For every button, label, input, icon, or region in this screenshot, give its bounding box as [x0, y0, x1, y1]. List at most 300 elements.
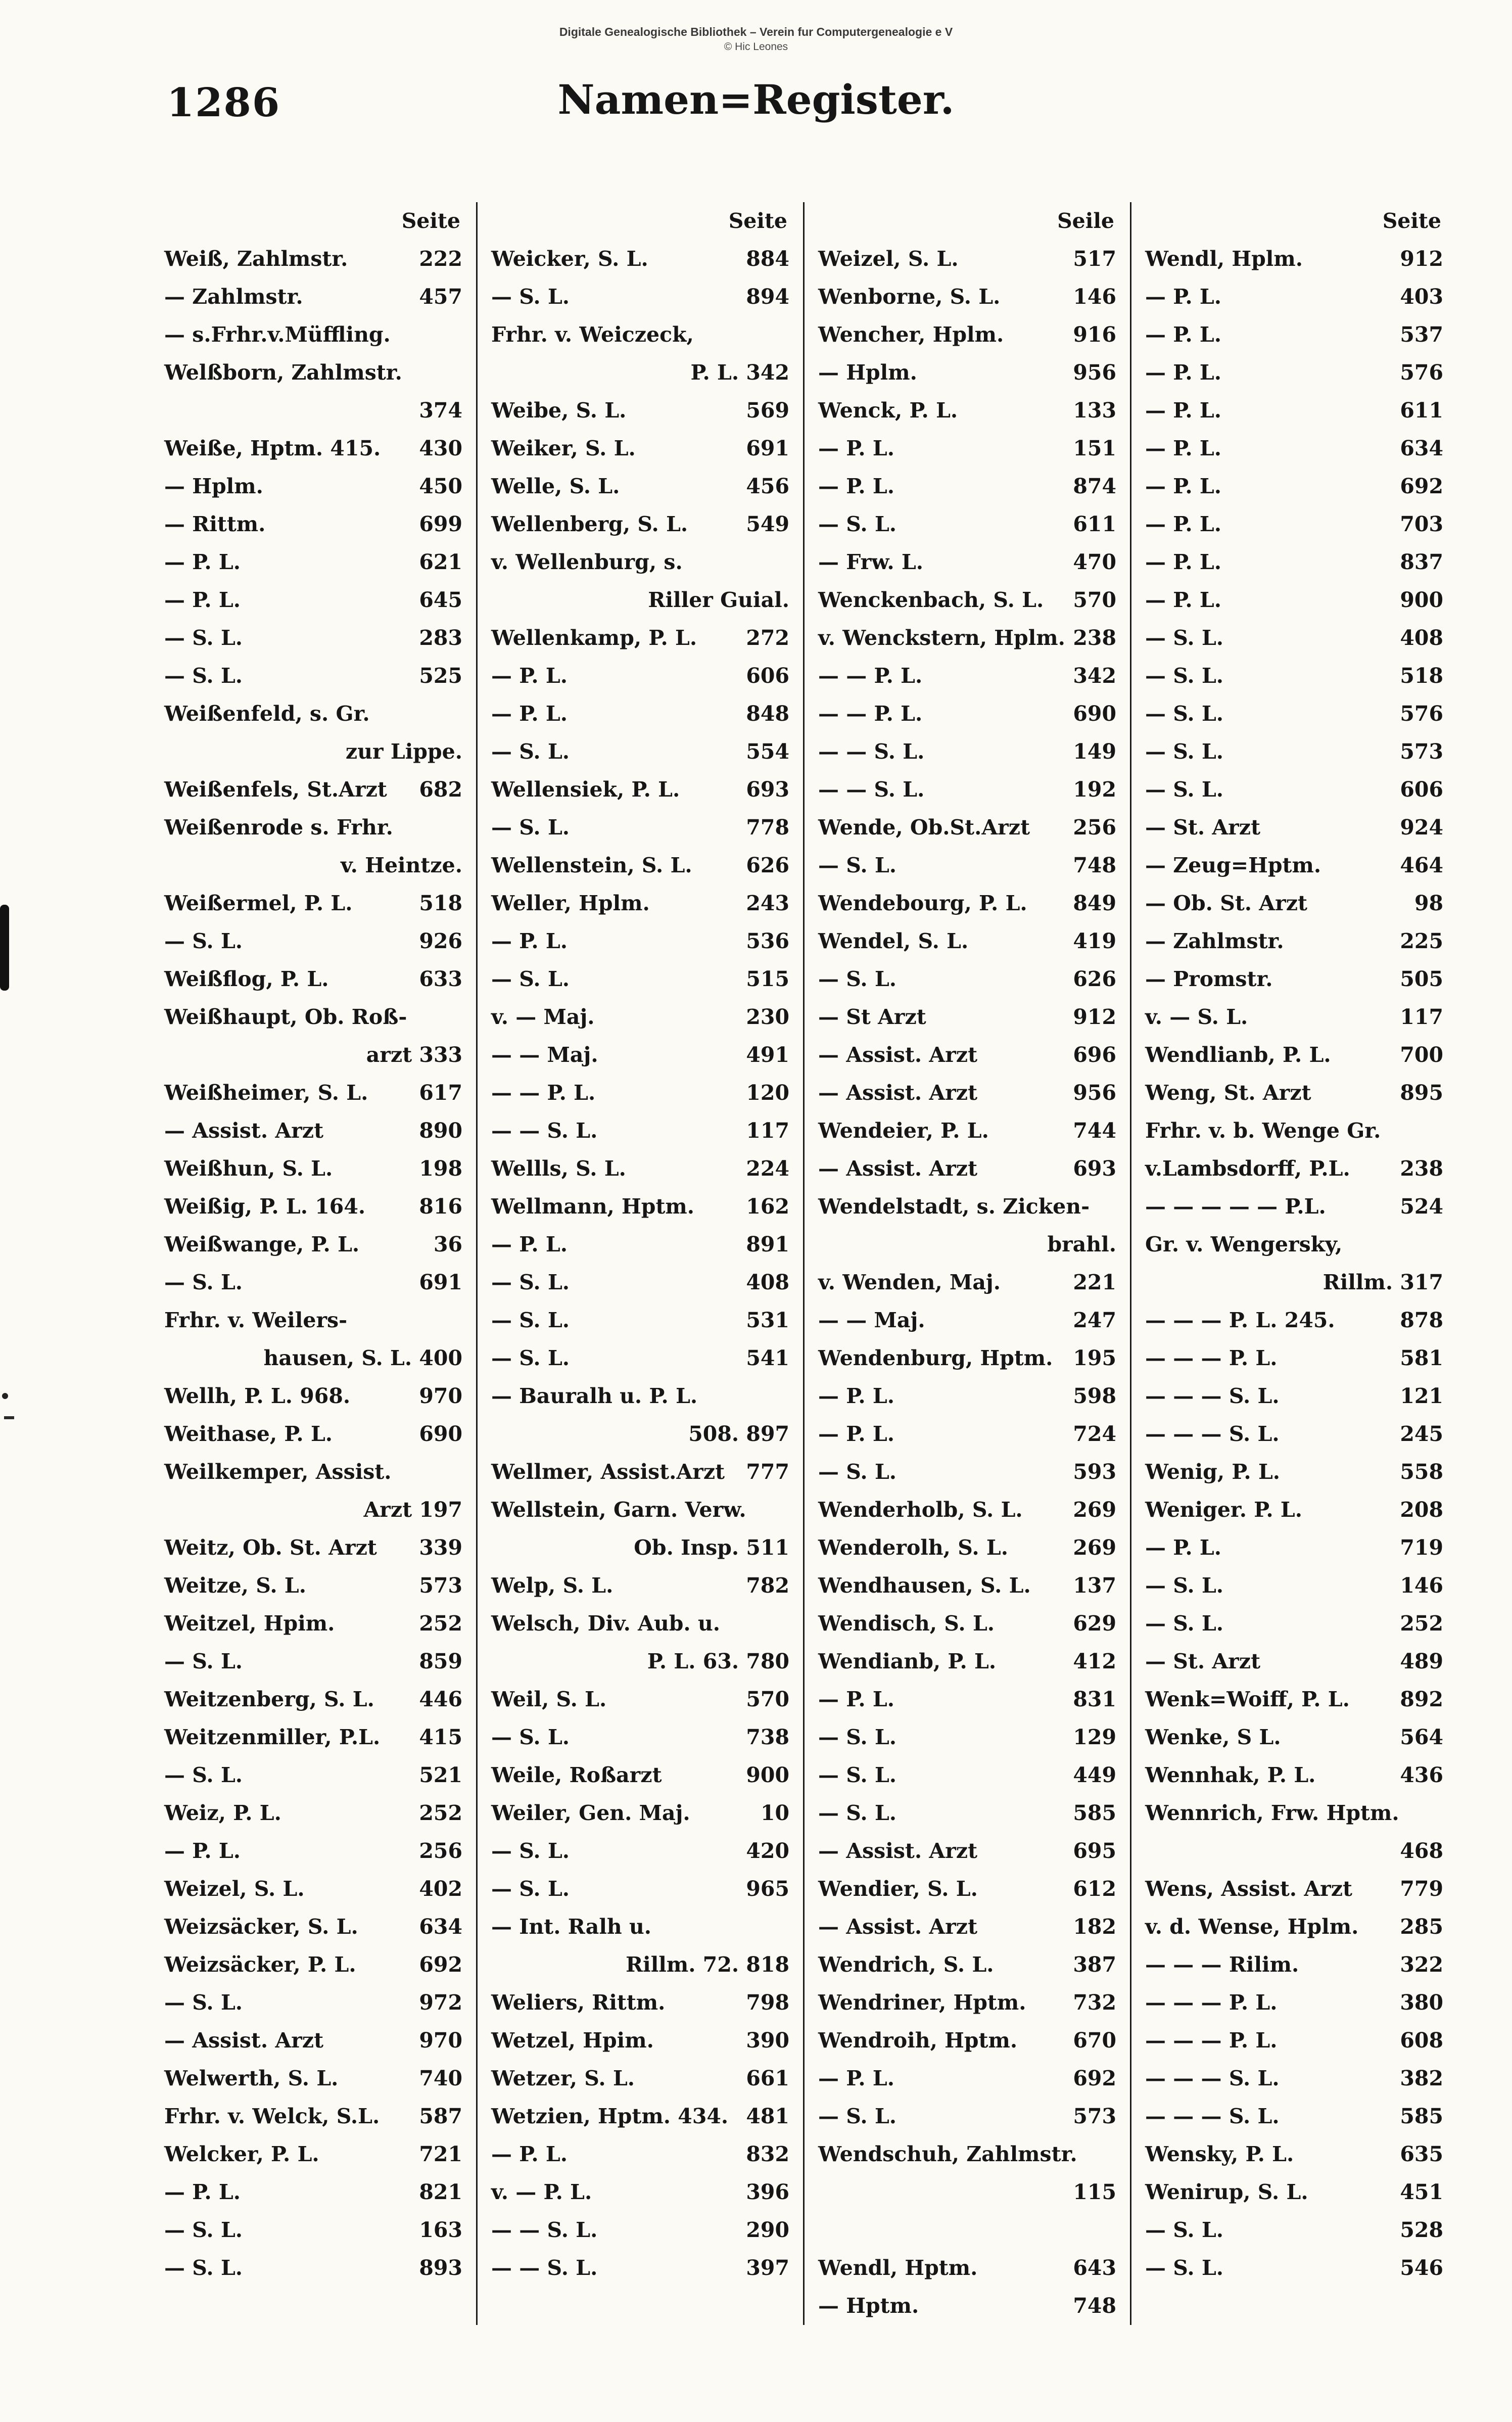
entry-page: 617 [419, 1081, 462, 1105]
register-entry [164, 695, 462, 733]
entry-page: 691 [419, 1270, 462, 1294]
entry-page: zur Lippe. [345, 739, 462, 764]
register-entry [1145, 1681, 1443, 1718]
entry-page: 436 [1400, 1763, 1443, 1787]
entry-page: 290 [746, 2218, 789, 2242]
entry-name: — — — P. L. [1145, 1990, 1278, 2015]
entry-name: Weißig, P. L. 164. [164, 1194, 366, 1219]
register-entry [491, 2249, 789, 2287]
entry-page: 198 [419, 1156, 462, 1181]
entry-page: 576 [1400, 360, 1443, 385]
register-column-4 [1145, 202, 1443, 2325]
register-entry [1145, 468, 1443, 505]
entry-page: 272 [746, 626, 789, 650]
entry-page: 489 [1400, 1649, 1443, 1673]
entry-name: Weizel, S. L. [164, 1877, 305, 1901]
entry-name: — S. L. [491, 285, 570, 309]
entry-name: — P. L. [1145, 1535, 1221, 1560]
entry-page: 98 [1414, 891, 1443, 915]
entry-page: 719 [1400, 1535, 1443, 1560]
register-entry [818, 1415, 1116, 1453]
entry-page: 387 [1073, 1952, 1116, 1977]
entry-page: 408 [1400, 626, 1443, 650]
entry-name: — S. L. [1145, 664, 1224, 688]
register-column-2 [491, 202, 789, 2325]
register-entry [164, 922, 462, 960]
entry-name: — — — P. L. [1145, 1346, 1278, 1370]
entry-name: — Hplm. [818, 360, 917, 385]
register-entry [818, 1491, 1116, 1529]
entry-name: Wendisch, S. L. [818, 1611, 995, 1636]
entry-page: 585 [1400, 2104, 1443, 2128]
entry-page: 541 [746, 1346, 789, 1370]
entry-name: Wendier, S. L. [818, 1877, 978, 1901]
entry-name: Welcker, P. L. [164, 2142, 319, 2166]
entry-name: Weile, Roßarzt [491, 1763, 662, 1787]
entry-name: — P. L. [491, 702, 568, 726]
entry-name: — P. L. [491, 664, 568, 688]
entry-page: 374 [419, 398, 462, 423]
entry-page: 670 [1073, 2028, 1116, 2053]
entry-page: 884 [746, 247, 789, 271]
register-entry [491, 468, 789, 505]
entry-page: 777 [746, 1460, 789, 1484]
register-entry [1145, 1188, 1443, 1226]
entry-name: — P. L. [818, 436, 894, 460]
entry-name: Weliers, Rittm. [491, 1990, 666, 2015]
register-entry [491, 1718, 789, 1756]
entry-name: Weitzenmiller, P.L. [164, 1725, 381, 1749]
register-entry [491, 657, 789, 695]
entry-page: 878 [1400, 1308, 1443, 1332]
ink-smudge [2, 1393, 8, 1399]
register-entry [491, 1491, 789, 1529]
entry-name: Wellenstein, S. L. [491, 853, 692, 877]
entry-page: 598 [1073, 1384, 1116, 1408]
entry-page: 891 [746, 1232, 789, 1256]
entry-page: 222 [419, 247, 462, 271]
entry-page: 256 [1073, 815, 1116, 840]
entry-page: 633 [419, 967, 462, 991]
register-entry [1145, 1870, 1443, 1908]
register-entry [164, 1984, 462, 2022]
entry-page: 521 [419, 1763, 462, 1787]
entry-name: — Hplm. [164, 474, 263, 498]
entry-page [456, 998, 462, 1036]
entry-page: brahl. [1047, 1232, 1116, 1256]
register-entry [1145, 1150, 1443, 1188]
entry-name: — S. L. [491, 1308, 570, 1332]
entry-page: 912 [1400, 247, 1443, 271]
entry-name: v.Lambsdorff, P.L. [1145, 1156, 1350, 1181]
register-entry [491, 1415, 789, 1453]
entry-page: 593 [1073, 1460, 1116, 1484]
register-entry [491, 771, 789, 809]
entry-page [783, 316, 789, 354]
register-entry [164, 2249, 462, 2287]
column-divider [1130, 202, 1131, 2325]
entry-page: 192 [1073, 777, 1116, 802]
entry-name: — P. L. [1145, 588, 1221, 612]
entry-name: Wenk=Woiff, P. L. [1145, 1687, 1350, 1711]
register-entry [818, 505, 1116, 543]
entry-name: — Assist. Arzt [818, 1156, 978, 1181]
entry-name: — Assist. Arzt [818, 1915, 978, 1939]
entry-page: 956 [1073, 360, 1116, 385]
register-entry [1145, 733, 1443, 771]
register-entry [491, 1681, 789, 1718]
entry-name: Wens, Assist. Arzt [1145, 1877, 1352, 1901]
entry-name: v. — Maj. [491, 1005, 595, 1029]
entry-name: — S. L. [491, 1270, 570, 1294]
register-entry [491, 1264, 789, 1301]
register-entry [164, 543, 462, 581]
entry-page: 738 [746, 1725, 789, 1749]
entry-page: 481 [746, 2104, 789, 2128]
entry-name: — — — Rilim. [1145, 1952, 1299, 1977]
register-entry [164, 1339, 462, 1377]
register-entry [491, 733, 789, 771]
entry-name: — — — S. L. [1145, 2104, 1280, 2128]
entry-page: 397 [746, 2256, 789, 2280]
entry-name: Wenderolh, S. L. [818, 1535, 1009, 1560]
register-entry [1145, 1453, 1443, 1491]
entry-name: — P. L. [1145, 436, 1221, 460]
entry-page: 635 [1400, 2142, 1443, 2166]
entry-name: — — — S. L. [1145, 1384, 1280, 1408]
register-entry [818, 1605, 1116, 1643]
entry-page: 408 [746, 1270, 789, 1294]
entry-name: — P. L. [164, 550, 241, 574]
entry-page: 120 [746, 1081, 789, 1105]
register-entry [164, 354, 462, 392]
entry-page: 146 [1073, 285, 1116, 309]
entry-name: — S. L. [818, 853, 897, 877]
entry-name: Weil, S. L. [491, 1687, 607, 1711]
entry-page: 611 [1400, 398, 1443, 423]
entry-page: 163 [419, 2218, 462, 2242]
entry-page: 621 [419, 550, 462, 574]
register-entry [818, 1756, 1116, 1794]
entry-page: Ob. Insp. 511 [634, 1535, 789, 1560]
entry-page: 581 [1400, 1346, 1443, 1370]
seite-header: Seite [401, 209, 460, 233]
entry-name: Weilkemper, Assist. [164, 1460, 392, 1484]
entry-page: 457 [419, 285, 462, 309]
entry-page: 821 [419, 2180, 462, 2204]
entry-page: 528 [1400, 2218, 1443, 2242]
register-entry [164, 468, 462, 505]
entry-name: Weitz, Ob. St. Arzt [164, 1535, 377, 1560]
register-entry [164, 2173, 462, 2211]
entry-page: 970 [419, 2028, 462, 2053]
entry-name: Wetzel, Hpim. [491, 2028, 654, 2053]
entry-name: — — S. L. [491, 1119, 598, 1143]
entry-page: 748 [1073, 2294, 1116, 2318]
register-entry [1145, 619, 1443, 657]
register-entry [1145, 2173, 1443, 2211]
entry-page: 661 [746, 2066, 789, 2090]
register-entry [818, 1870, 1116, 1908]
register-entry [491, 1188, 789, 1226]
register-entry [1145, 695, 1443, 733]
entry-name: Weibe, S. L. [491, 398, 627, 423]
entry-name: — S. L. [1145, 777, 1224, 802]
register-entry [818, 1074, 1116, 1112]
register-entry [491, 1605, 789, 1643]
register-entry [491, 2098, 789, 2135]
entry-page: 576 [1400, 702, 1443, 726]
register-entry [818, 960, 1116, 998]
entry-page: 629 [1073, 1611, 1116, 1636]
entry-page: 831 [1073, 1687, 1116, 1711]
entry-page: 837 [1400, 550, 1443, 574]
entry-name: — St Arzt [818, 1005, 926, 1029]
entry-page: 900 [1400, 588, 1443, 612]
entry-page: v. Heintze. [340, 853, 462, 877]
entry-name: — S. L. [164, 626, 243, 650]
entry-name: — S. L. [164, 1270, 243, 1294]
entry-name: — — S. L. [818, 777, 925, 802]
entry-page: 691 [746, 436, 789, 460]
entry-name: Weiler, Gen. Maj. [491, 1801, 690, 1825]
entry-name: — — P. L. [818, 702, 923, 726]
entry-page: 585 [1073, 1801, 1116, 1825]
entry-name: — P. L. [164, 2180, 241, 2204]
entry-page: 690 [419, 1422, 462, 1446]
register-entry [1145, 847, 1443, 884]
register-entry [818, 1377, 1116, 1415]
entry-name: — S. L. [491, 1877, 570, 1901]
entry-page: 634 [419, 1915, 462, 1939]
entry-name: — — P. L. [491, 1081, 596, 1105]
entry-page: hausen, S. L. 400 [263, 1346, 462, 1370]
entry-name: — — S. L. [491, 2218, 598, 2242]
entry-name: — Assist. Arzt [164, 1119, 324, 1143]
register-entry [164, 1756, 462, 1794]
entry-page: 546 [1400, 2256, 1443, 2280]
entry-page: 682 [419, 777, 462, 802]
entry-name: — — P. L. [818, 664, 923, 688]
entry-name: Frhr. v. Weiczeck, [491, 322, 694, 347]
entry-page: 798 [746, 1990, 789, 2015]
entry-name: — S. L. [164, 929, 243, 953]
watermark-line1: Digitale Genealogische Bibliothek – Verein fur Computergenealogie e V [559, 25, 953, 38]
register-entry [818, 1301, 1116, 1339]
entry-page [783, 1491, 789, 1529]
entry-name: Weißheimer, S. L. [164, 1081, 368, 1105]
entry-page: 285 [1400, 1915, 1443, 1939]
entry-page: 403 [1400, 285, 1443, 309]
entry-name: — s.Frhr.v.Müffling. [164, 322, 391, 347]
register-entry [164, 2022, 462, 2060]
entry-page: 470 [1073, 550, 1116, 574]
entry-name: — P. L. [1145, 474, 1221, 498]
entry-page: 748 [1073, 853, 1116, 877]
entry-page: 554 [746, 739, 789, 764]
entry-page: 517 [1073, 247, 1116, 271]
entry-name: Wendeier, P. L. [818, 1119, 989, 1143]
entry-page: 252 [419, 1801, 462, 1825]
entry-page: 505 [1400, 967, 1443, 991]
register-entry [491, 1946, 789, 1984]
register-entry [491, 847, 789, 884]
entry-page: 721 [419, 2142, 462, 2166]
entry-page: 162 [746, 1194, 789, 1219]
entry-page [783, 1908, 789, 1946]
entry-page: 115 [1073, 2180, 1116, 2204]
register-entry [818, 240, 1116, 278]
entry-name: Weniger. P. L. [1145, 1498, 1303, 1522]
register-entry [164, 1605, 462, 1643]
entry-name: Wenck, P. L. [818, 398, 958, 423]
register-entry [491, 922, 789, 960]
entry-page: 690 [1073, 702, 1116, 726]
register-entry [1145, 998, 1443, 1036]
entry-page: 133 [1073, 398, 1116, 423]
entry-name: Weizsäcker, P. L. [164, 1952, 356, 1977]
entry-page: 894 [746, 285, 789, 309]
register-entry [1145, 771, 1443, 809]
register-entry [818, 1112, 1116, 1150]
entry-name: Wendschuh, Zahlmstr. [818, 2142, 1077, 2166]
entry-name: Wendel, S. L. [818, 929, 969, 953]
entry-page: 724 [1073, 1422, 1116, 1446]
entry-name: — Assist. Arzt [818, 1839, 978, 1863]
entry-name: Weißermel, P. L. [164, 891, 353, 915]
entry-page: 537 [1400, 322, 1443, 347]
register-entry [818, 2022, 1116, 2060]
register-entry [491, 543, 789, 581]
entry-page: 612 [1073, 1877, 1116, 1901]
entry-page: 569 [746, 398, 789, 423]
entry-page: 390 [746, 2028, 789, 2053]
entry-name: Welle, S. L. [491, 474, 620, 498]
register-entry [491, 1036, 789, 1074]
register-entry [818, 1188, 1116, 1226]
register-entry [818, 2135, 1116, 2173]
entry-name: Wendianb, P. L. [818, 1649, 997, 1673]
register-entry [164, 2098, 462, 2135]
entry-name: — P. L. [818, 474, 894, 498]
entry-name: Wendl, Hplm. [1145, 247, 1303, 271]
entry-page: 468 [1400, 1839, 1443, 1863]
register-entry [818, 1150, 1116, 1188]
entry-name: Weizel, S. L. [818, 247, 959, 271]
register-entry [1145, 240, 1443, 278]
entry-name: — Assist. Arzt [818, 1043, 978, 1067]
column-divider [803, 202, 805, 2325]
register-entry [1145, 316, 1443, 354]
entry-name: — S. L. [491, 1839, 570, 1863]
register-entry [1145, 2060, 1443, 2098]
entry-name: Weicker, S. L. [491, 247, 648, 271]
entry-page: 740 [419, 2066, 462, 2090]
entry-name: — S. L. [818, 1725, 897, 1749]
register-entry [1145, 2098, 1443, 2135]
entry-page: 926 [419, 929, 462, 953]
entry-name: — P. L. [164, 1839, 241, 1863]
register-entry [818, 1718, 1116, 1756]
entry-name: Weitzenberg, S. L. [164, 1687, 374, 1711]
register-entry [1145, 1339, 1443, 1377]
register-entry [491, 809, 789, 847]
entry-page: 608 [1400, 2028, 1443, 2053]
entry-name: Wende, Ob.St.Arzt [818, 815, 1030, 840]
register-entry [491, 2211, 789, 2249]
register-entry [491, 1529, 789, 1567]
entry-name: v. — S. L. [1145, 1005, 1248, 1029]
entry-page: 626 [1073, 967, 1116, 991]
entry-page: 570 [746, 1687, 789, 1711]
entry-name: v. Wenden, Maj. [818, 1270, 1001, 1294]
register-entry [491, 316, 789, 354]
register-entry [1145, 2022, 1443, 2060]
entry-name: Wetzien, Hptm. 434. [491, 2104, 729, 2128]
entry-page: 970 [419, 1384, 462, 1408]
entry-name: Wellmer, Assist.Arzt [491, 1460, 725, 1484]
entry-page: 245 [1400, 1422, 1443, 1446]
entry-page: 224 [746, 1156, 789, 1181]
register-entry [818, 2098, 1116, 2135]
entry-name: Weißhun, S. L. [164, 1156, 333, 1181]
entry-name: Weizsäcker, S. L. [164, 1915, 358, 1939]
register-columns [164, 202, 1453, 2325]
entry-name: Wendriner, Hptm. [818, 1990, 1026, 2015]
register-entry [1145, 581, 1443, 619]
entry-page: 956 [1073, 1081, 1116, 1105]
entry-page: 508. 897 [688, 1422, 789, 1446]
register-entry [164, 1188, 462, 1226]
entry-name: — S. L. [818, 967, 897, 991]
register-column-3 [818, 202, 1116, 2325]
entry-name: Welsch, Div. Aub. u. [491, 1611, 721, 1636]
entry-page [783, 543, 789, 581]
entry-name: Weitzel, Hpim. [164, 1611, 335, 1636]
register-entry [818, 884, 1116, 922]
register-entry [491, 2173, 789, 2211]
entry-page: 238 [1073, 626, 1116, 650]
register-entry [164, 619, 462, 657]
entry-name: Weißflog, P. L. [164, 967, 329, 991]
register-entry [818, 1794, 1116, 1832]
entry-name: — P. L. [491, 2142, 568, 2166]
register-entry [164, 809, 462, 847]
register-entry [1145, 1832, 1443, 1870]
entry-page: 182 [1073, 1915, 1116, 1939]
entry-page [456, 354, 462, 392]
register-entry [1145, 1226, 1443, 1264]
register-entry [164, 316, 462, 354]
register-entry [818, 1339, 1116, 1377]
entry-name: Wellls, S. L. [491, 1156, 626, 1181]
register-entry [818, 430, 1116, 468]
entry-page [1437, 1226, 1443, 1264]
register-entry [1145, 1264, 1443, 1301]
entry-page: 916 [1073, 322, 1116, 347]
entry-page: 924 [1400, 815, 1443, 840]
entry-name: — Hptm. [818, 2294, 919, 2318]
register-entry [1145, 884, 1443, 922]
entry-page: 782 [746, 1573, 789, 1598]
register-entry [164, 884, 462, 922]
register-entry [491, 1756, 789, 1794]
entry-name: Weitze, S. L. [164, 1573, 307, 1598]
watermark-line2: © Hic Leones [724, 41, 788, 53]
register-entry [164, 1264, 462, 1301]
register-entry [1145, 1605, 1443, 1643]
entry-page: 121 [1400, 1384, 1443, 1408]
